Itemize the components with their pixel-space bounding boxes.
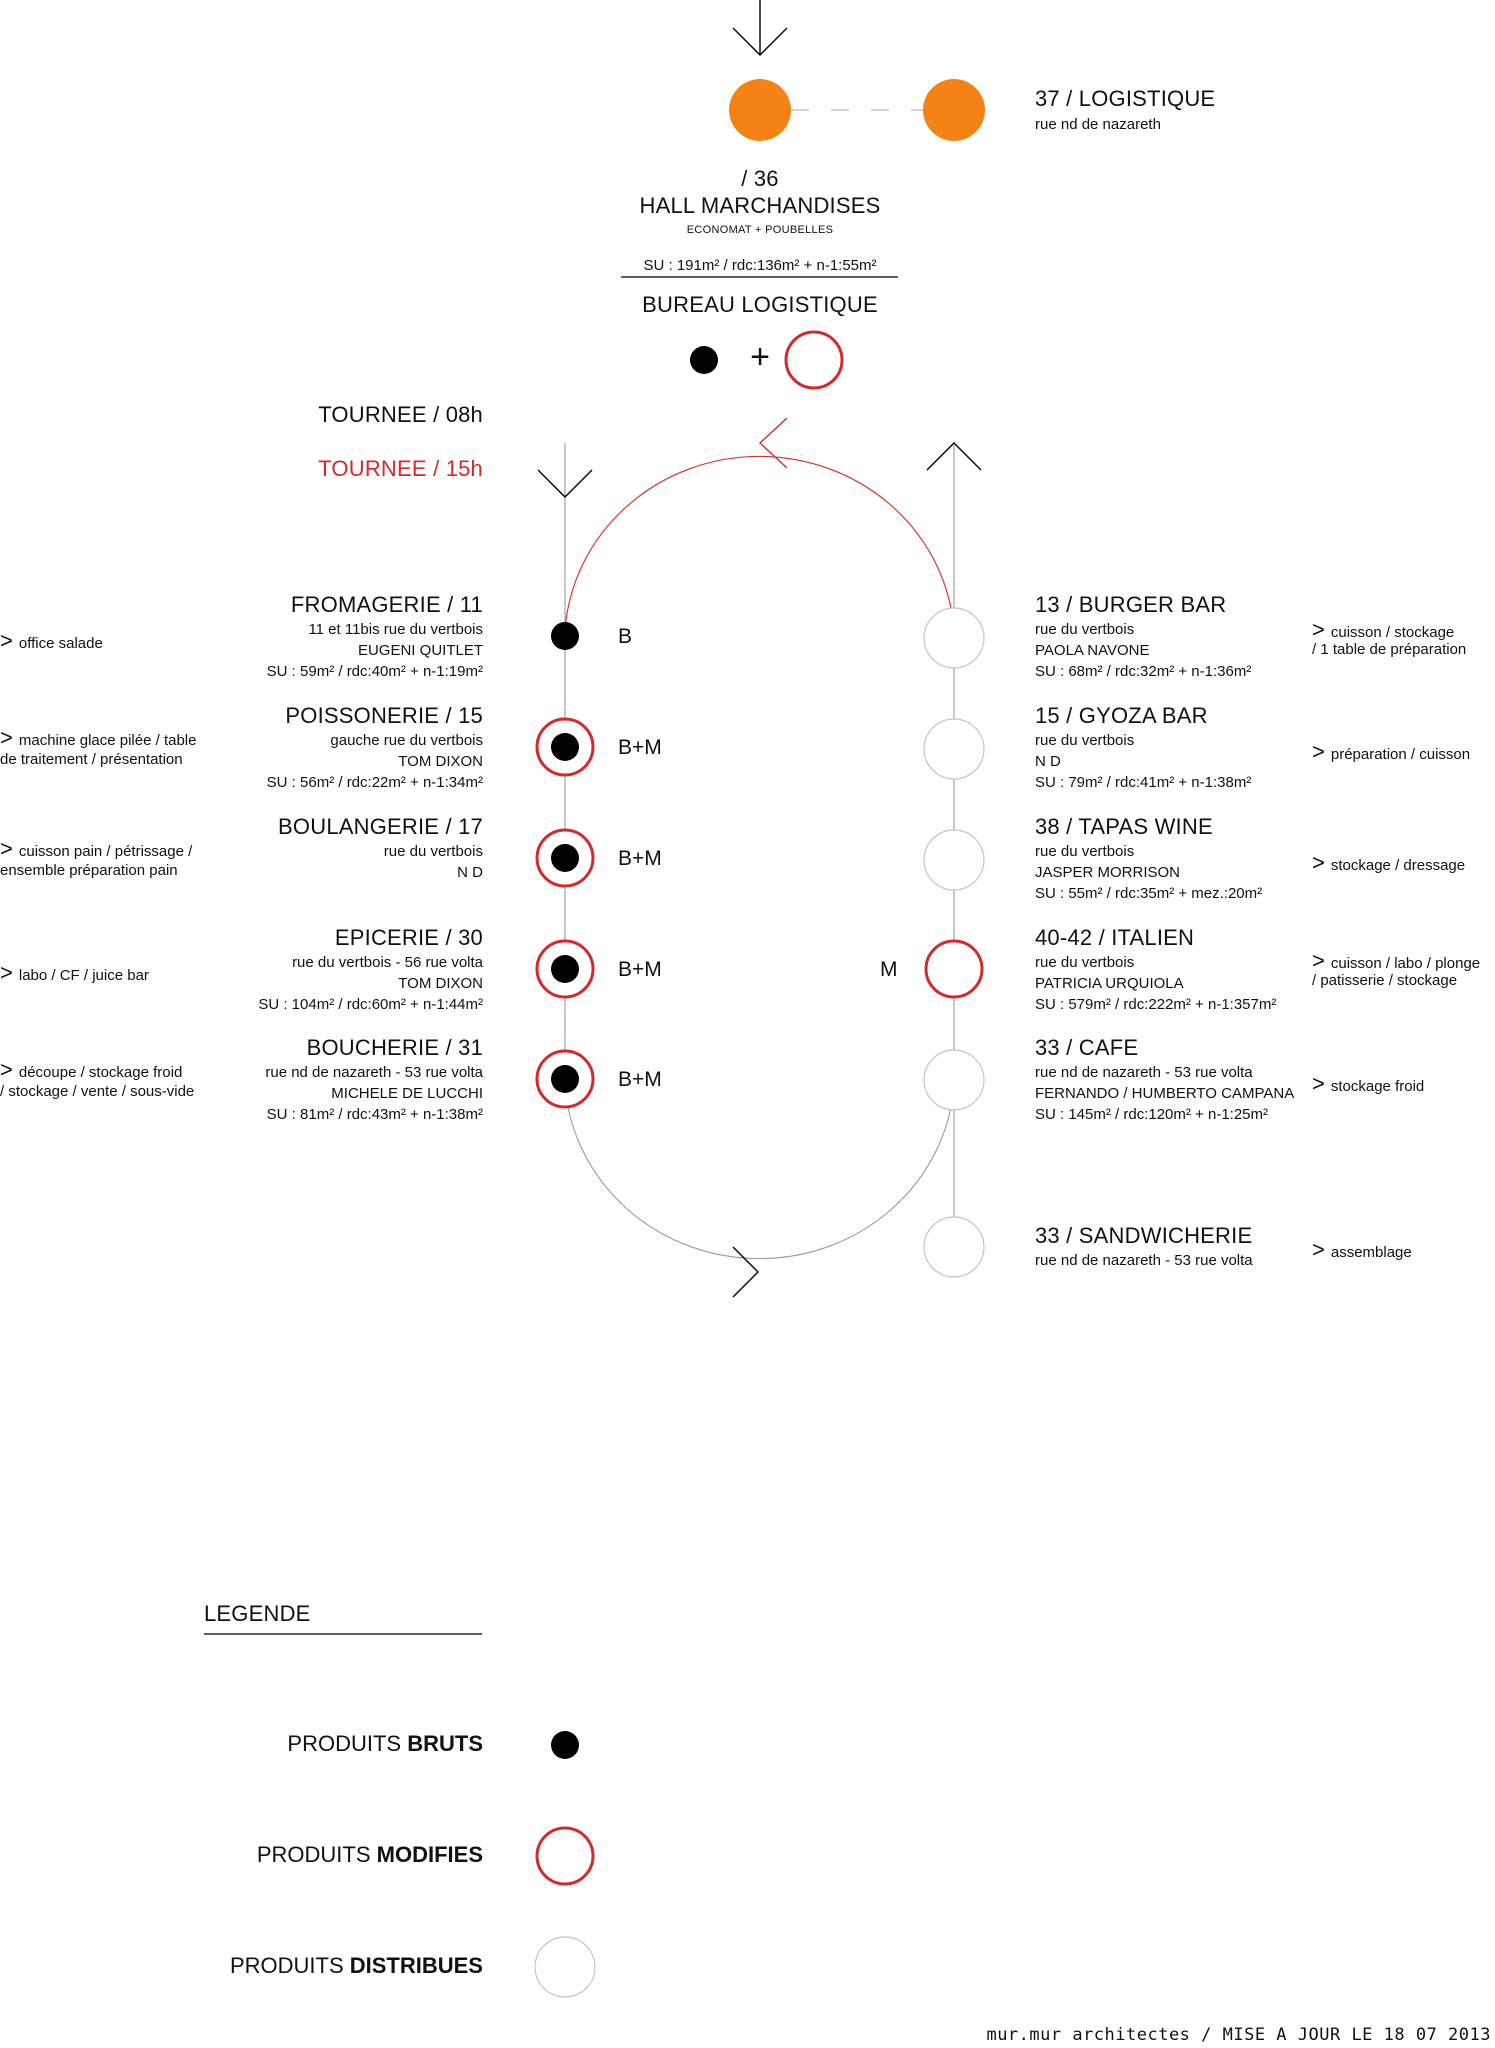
shop-note: > stockage froid [1312,1071,1425,1096]
note-marker-icon: > [0,960,13,985]
legend-bruts-icon [551,1731,579,1759]
node-poissonerie-bruts [551,733,579,761]
shop-title: POISSONERIE / 15 [285,703,483,728]
shop-note-line2: / 1 table de préparation [1312,641,1467,658]
shop-surface: SU : 55m² / rdc:35m² + mez.:20m² [1035,885,1263,902]
tour-afternoon-label: TOURNEE / 15h [318,456,483,481]
note-marker-icon: > [0,628,13,653]
shop-note: > préparation / cuisson [1312,739,1471,764]
legend-title: LEGENDE [204,1601,311,1626]
note-marker-icon: > [0,1057,13,1082]
legend-bruts-emphasis: BRUTS [407,1731,483,1756]
shop-address: rue du vertbois - 56 rue volta [292,954,483,971]
loop-bottom-chevron-icon [733,1247,758,1297]
hall-title: HALL MARCHANDISES [639,193,881,218]
note-marker-icon: > [1312,948,1325,973]
shop-address: rue du vertbois [1035,621,1135,638]
shop-surface: SU : 68m² / rdc:32m² + n-1:36m² [1035,663,1252,680]
note-marker-icon: > [1312,617,1325,642]
shop-flow-tag: B+M [618,847,662,870]
shop-note: > cuisson / stockage [1312,617,1455,642]
hall-number: / 36 [741,166,779,191]
node-boulangerie-bruts [551,844,579,872]
bureau-modifies-ring [786,332,842,388]
shop-note: > cuisson / labo / plonge [1312,948,1481,973]
shop-designer: MICHELE DE LUCCHI [331,1085,483,1102]
shop-flow-tag: B+M [618,958,662,981]
tour-loop-upper-arc [565,456,954,630]
note-marker-icon: > [0,836,13,861]
shop-surface: SU : 79m² / rdc:41m² + n-1:38m² [1035,774,1252,791]
shop-flow-tag: M [880,958,898,981]
node-cafe-distribues [924,1050,984,1110]
legend-distribues-emphasis: DISTRIBUES [349,1953,483,1978]
shop-note: > machine glace pilée / table [0,725,197,750]
note-marker-icon: > [1312,739,1325,764]
shop-note: > stockage / dressage [1312,850,1466,875]
shop-flow-tag: B+M [618,736,662,759]
tour-morning-label: TOURNEE / 08h [318,402,483,427]
shop-title: BOULANGERIE / 17 [278,814,483,839]
logistics-node-hall [729,79,791,141]
shop-address: rue nd de nazareth - 53 rue volta [1035,1252,1253,1269]
footer-credit: mur.mur architectes / MISE A JOUR LE 18 07 2013 [986,2025,1491,2045]
node-epicerie-bruts [551,955,579,983]
shop-surface: SU : 59m² / rdc:40m² + n-1:19m² [266,663,483,680]
shop-surface: SU : 145m² / rdc:120m² + n-1:25m² [1035,1106,1268,1123]
logistique-title: 37 / LOGISTIQUE [1035,86,1216,111]
shop-note-line2: ensemble préparation pain [0,862,178,879]
shop-title: 38 / TAPAS WINE [1035,814,1213,839]
shop-address: rue nd de nazareth - 53 rue volta [1035,1064,1253,1081]
shop-designer: JASPER MORRISON [1035,864,1181,881]
shop-note-line2: de traitement / présentation [0,751,183,768]
shop-designer: PAOLA NAVONE [1035,642,1150,659]
logistics-node-37 [923,79,985,141]
shop-title: 15 / GYOZA BAR [1035,703,1208,728]
node-sandwicherie-distribues [924,1217,984,1277]
node-boucherie-bruts [551,1065,579,1093]
shop-surface: SU : 81m² / rdc:43m² + n-1:38m² [266,1106,483,1123]
shop-designer: EUGENI QUITLET [357,642,483,659]
tour-loop-lower-arc [565,1085,954,1259]
shop-surface: SU : 579m² / rdc:222m² + n-1:357m² [1035,996,1277,1013]
shop-note-line2: / stockage / vente / sous-vide [0,1083,195,1100]
shop-title: EPICERIE / 30 [334,925,483,950]
shop-title: 13 / BURGER BAR [1035,592,1227,617]
note-marker-icon: > [1312,1071,1325,1096]
note-marker-icon: > [1312,1237,1325,1262]
shop-note: > assemblage [1312,1237,1412,1262]
node-gyoza-distribues [924,719,984,779]
shop-address: rue du vertbois [383,843,483,860]
bureau-plus-sign: + [750,338,770,376]
shop-flow-tag: B [618,625,633,648]
shop-designer: TOM DIXON [398,753,483,770]
loop-red-chevron-icon [760,418,787,468]
shop-note: > labo / CF / juice bar [0,960,149,985]
shop-address: rue du vertbois [1035,954,1135,971]
node-burger-distribues [924,608,984,668]
shop-title: FROMAGERIE / 11 [290,592,483,617]
node-fromagerie-bruts [551,622,579,650]
legend-modifies-icon [537,1828,593,1884]
hall-subtitle: ECONOMAT + POUBELLES [686,224,834,236]
logistique-address: rue nd de nazareth [1035,116,1161,133]
legend-distribues-label: PRODUITS DISTRIBUES [229,1953,483,1978]
legend-distribues-icon [535,1937,595,1997]
shop-title: 33 / SANDWICHERIE [1035,1223,1253,1248]
hall-surface: SU : 191m² / rdc:136m² + n-1:55m² [643,257,877,274]
shop-designer: N D [1035,753,1061,770]
shop-surface: SU : 56m² / rdc:22m² + n-1:34m² [266,774,483,791]
shop-designer: FERNANDO / HUMBERTO CAMPANA [1035,1085,1295,1102]
shop-title: 40-42 / ITALIEN [1035,925,1195,950]
shop-note: > office salade [0,628,103,653]
shop-address: rue du vertbois [1035,732,1135,749]
shop-designer: N D [457,864,483,881]
shop-address: 11 et 11bis rue du vertbois [308,621,483,638]
shop-address: rue nd de nazareth - 53 rue volta [265,1064,483,1081]
note-marker-icon: > [1312,850,1325,875]
bureau-title: BUREAU LOGISTIQUE [642,292,878,317]
shop-address: gauche rue du vertbois [330,732,483,749]
shop-note: > découpe / stockage froid [0,1057,183,1082]
shop-surface: SU : 104m² / rdc:60m² + n-1:44m² [258,996,483,1013]
shop-flow-tag: B+M [618,1068,662,1091]
node-italien-modifies [926,941,982,997]
shop-note: > cuisson pain / pétrissage / [0,836,193,861]
legend-modifies-label: PRODUITS MODIFIES [256,1842,483,1867]
shop-designer: TOM DIXON [398,975,483,992]
legend-bruts-label: PRODUITS BRUTS [287,1731,483,1756]
note-marker-icon: > [0,725,13,750]
bureau-bruts-dot [690,346,718,374]
node-tapas-distribues [924,830,984,890]
shop-title: BOUCHERIE / 31 [306,1035,483,1060]
shop-address: rue du vertbois [1035,843,1135,860]
shop-designer: PATRICIA URQUIOLA [1035,975,1184,992]
incoming-arrow-icon [733,0,787,55]
shop-note-line2: / patisserie / stockage [1312,972,1458,989]
legend-modifies-emphasis: MODIFIES [376,1842,483,1867]
shop-title: 33 / CAFE [1035,1035,1139,1060]
